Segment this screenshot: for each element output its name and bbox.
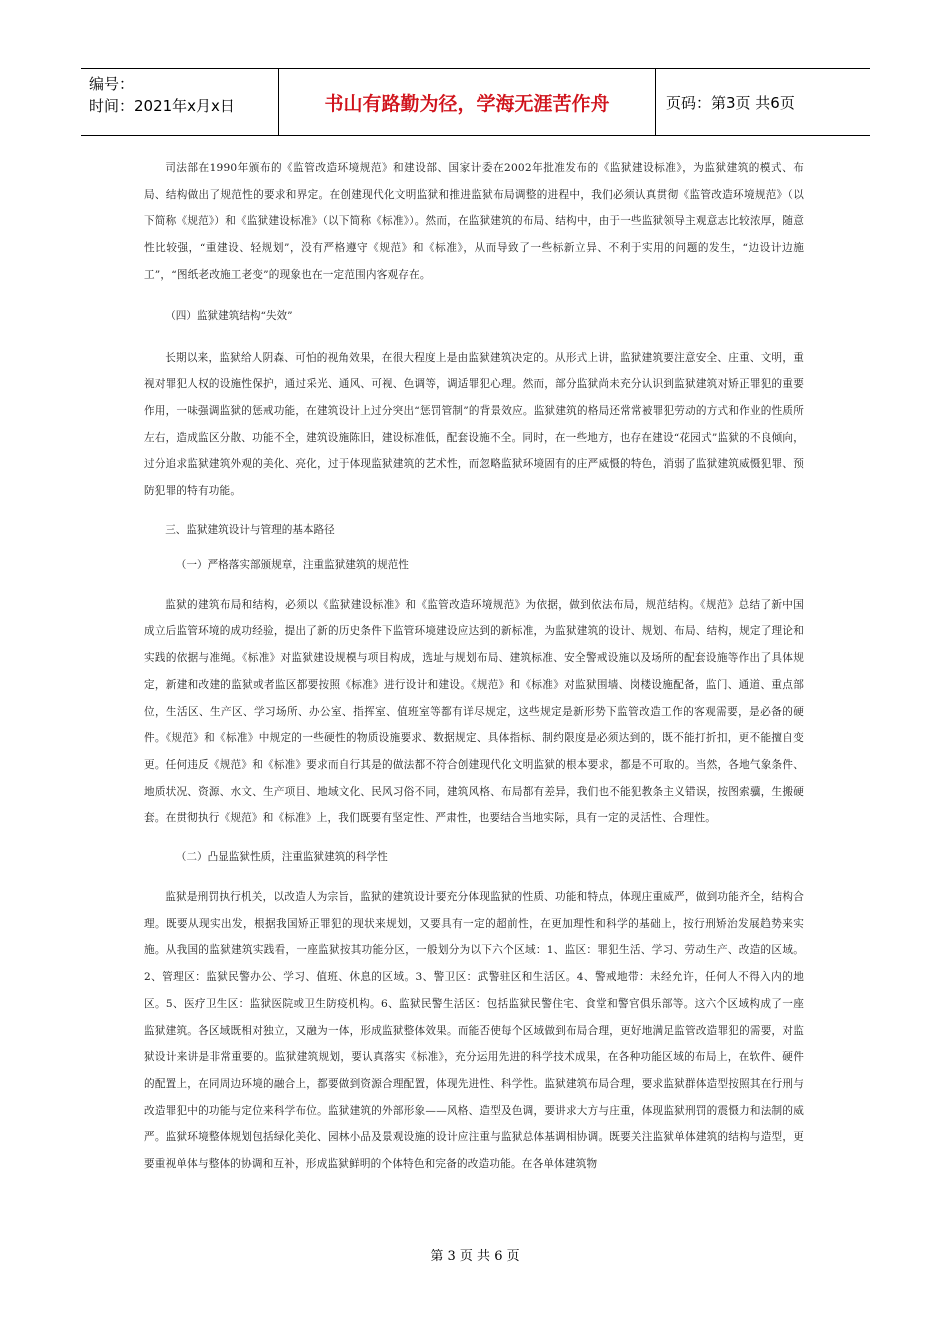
section-heading-scientific: （二）凸显监狱性质，注重监狱建筑的科学性 — [175, 851, 388, 864]
document-time-label: 时间：2021年x月x日 — [89, 97, 235, 115]
header-page-code: 页码：第3页 共6页 — [666, 93, 795, 112]
header-table — [81, 68, 870, 136]
document-number-label: 编号： — [89, 75, 135, 93]
section-heading-structure-failure: （四）监狱建筑结构“失效” — [165, 309, 293, 322]
paragraph-structure-failure: 长期以来，监狱给人阴森、可怕的视角效果，在很大程度上是由监狱建筑决定的。从形式上讲，监狱建筑要注意安全、庄重、文明，重视对罪犯人权的设施性保护，通过采光、通风、可视、色调等，调适罪犯心理。然而，部分监狱尚未充分认识到监狱建筑对矫正罪犯的重要作用，一味强调监狱的惩戒功能，在建筑设计上过分突出“惩罚管制”的背景效应。监狱建筑的格局还常常被罪犯劳动的方式和作业的性质所左右，造成监区分散、功能不全，建筑设施陈旧，建设标准低，配套设施不全。同时，在一些地方，也存在建设“花园式”监狱的不良倾向，过分追求监狱建筑外观的美化、亮化，过于体现监狱建筑的艺术性，而忽略监狱环境固有的庄严威慑的特色，消弱了监狱建筑威慑犯罪、预防犯罪的特有功能。 — [144, 351, 804, 498]
page-footer: 第 3 页 共 6 页 — [430, 1249, 520, 1264]
paragraph-normative: 监狱的建筑布局和结构，必须以《监狱建设标准》和《监管改造环境规范》为依据，做到依法布局，规范结构。《规范》总结了新中国成立后监管环境的成功经验，提出了新的历史条件下监管环境建设应达到的新标准，为监狱建筑的设计、规划、布局、结构，规定了理论和实践的依据与准绳。《标准》对监狱建设规模与项目构成，选址与规划布局、建筑标准、安全警戒设施以及场所的配套设施等作出了具体规定，新建和改建的监狱或者监区都要按照《标准》进行设计和建设。《规范》和《标准》对监狱围墙、岗楼设施配备，监门、通道、重点部位，生活区、生产区、学习场所、办公室、指挥室、值班室等都有详尽规定，这些规定是新形势下监管改造工作的客观需要，是必备的硬件。《规范》和《标准》中规定的一些硬性的物质设施要求、数据规定、具体指标、制约限度是必须达到的，既不能打折扣，更不能擅自变更。任何违反《规范》和《标准》要求而自行其是的做法都不符合创建现代化文明监狱的根本要求，都是不可取的。当然，各地气象条件、地质状况、资源、水文、生产项目、地域文化、民风习俗不同，建筑风格、布局都有差异，我们也不能犯教条主义错误，按图索骥，生搬硬套。在贯彻执行《规范》和《标准》上，我们既要有坚定性、严肃性，也要结合当地实际，具有一定的灵活性、合理性。 — [144, 598, 804, 825]
paragraph-scientific: 监狱是刑罚执行机关，以改造人为宗旨，监狱的建筑设计要充分体现监狱的性质、功能和特点，体现庄重威严，做到功能齐全，结构合理。既要从现实出发，根据我国矫正罪犯的现状来规划，又要具有一定的超前性，在更加理性和科学的基础上，按行刑矫治发展趋势来实施。从我国的监狱建筑实践看，一座监狱按其功能分区，一般划分为以下六个区域：1、监区：罪犯生活、学习、劳动生产、改造的区域。2、管理区：监狱民警办公、学习、值班、休息的区域。3、警卫区：武警驻区和生活区。4、警戒地带：未经允许，任何人不得入内的地区。5、医疗卫生区：监狱医院或卫生防疫机构。6、监狱民警生活区：包括监狱民警住宅、食堂和警官俱乐部等。这六个区域构成了一座监狱建筑。各区域既相对独立，又融为一体，形成监狱整体效果。而能否使每个区域做到布局合理，更好地满足监管改造罪犯的需要，对监狱设计来讲是非常重要的。监狱建筑规划，要认真落实《标准》，充分运用先进的科学技术成果，在各种功能区域的布局上，在软件、硬件的配置上，在同周边环境的融合上，都要做到资源合理配置，体现先进性、科学性。监狱建筑布局合理，要求监狱群体造型按照其在行刑与改造罪犯中的功能与定位来科学布位。监狱建筑的外部形象——风格、造型及色调，要讲求大方与庄重，体现监狱刑罚的震慑力和法制的威严。监狱环境整体规划包括绿化美化、园林小品及景观设施的设计应注重与监狱总体基调相协调。既要关注监狱单体建筑的结构与造型，更要重视单体与整体的协调和互补，形成监狱鲜明的个体特色和完备的改造功能。在各单体建筑物 — [144, 891, 804, 1171]
section-heading-normative: （一）严格落实部颁规章，注重监狱建筑的规范性 — [175, 558, 409, 571]
header-motto: 书山有路勤为径，学海无涯苦作舟 — [279, 69, 656, 135]
section-heading-basic-path: 三、监狱建筑设计与管理的基本路径 — [165, 523, 335, 536]
header-meta — [81, 69, 279, 135]
document-body — [144, 155, 804, 1178]
paragraph-standards-intro: 司法部在1990年颁布的《监管改造环境规范》和建设部、国家计委在2002年批准发布的《监狱建设标准》，为监狱建筑的模式、布局、结构做出了规范性的要求和界定。在创建现代化文明监狱和推进监狱布局调整的进程中，我们必须认真贯彻《监管改造环境规范》（以下简称《规范》）和《监狱建设标准》（以下简称《标准》）。然而，在监狱建筑的布局、结构中，由于一些监狱领导主观意志比较浓厚，随意性比较强，“重建设、轻规划”，没有严格遵守《规范》和《标准》，从而导致了一些标新立异、不利于实用的问题的发生，“边设计边施工”，“图纸老改施工老变”的现象也在一定范围内客观存在。 — [144, 162, 804, 281]
